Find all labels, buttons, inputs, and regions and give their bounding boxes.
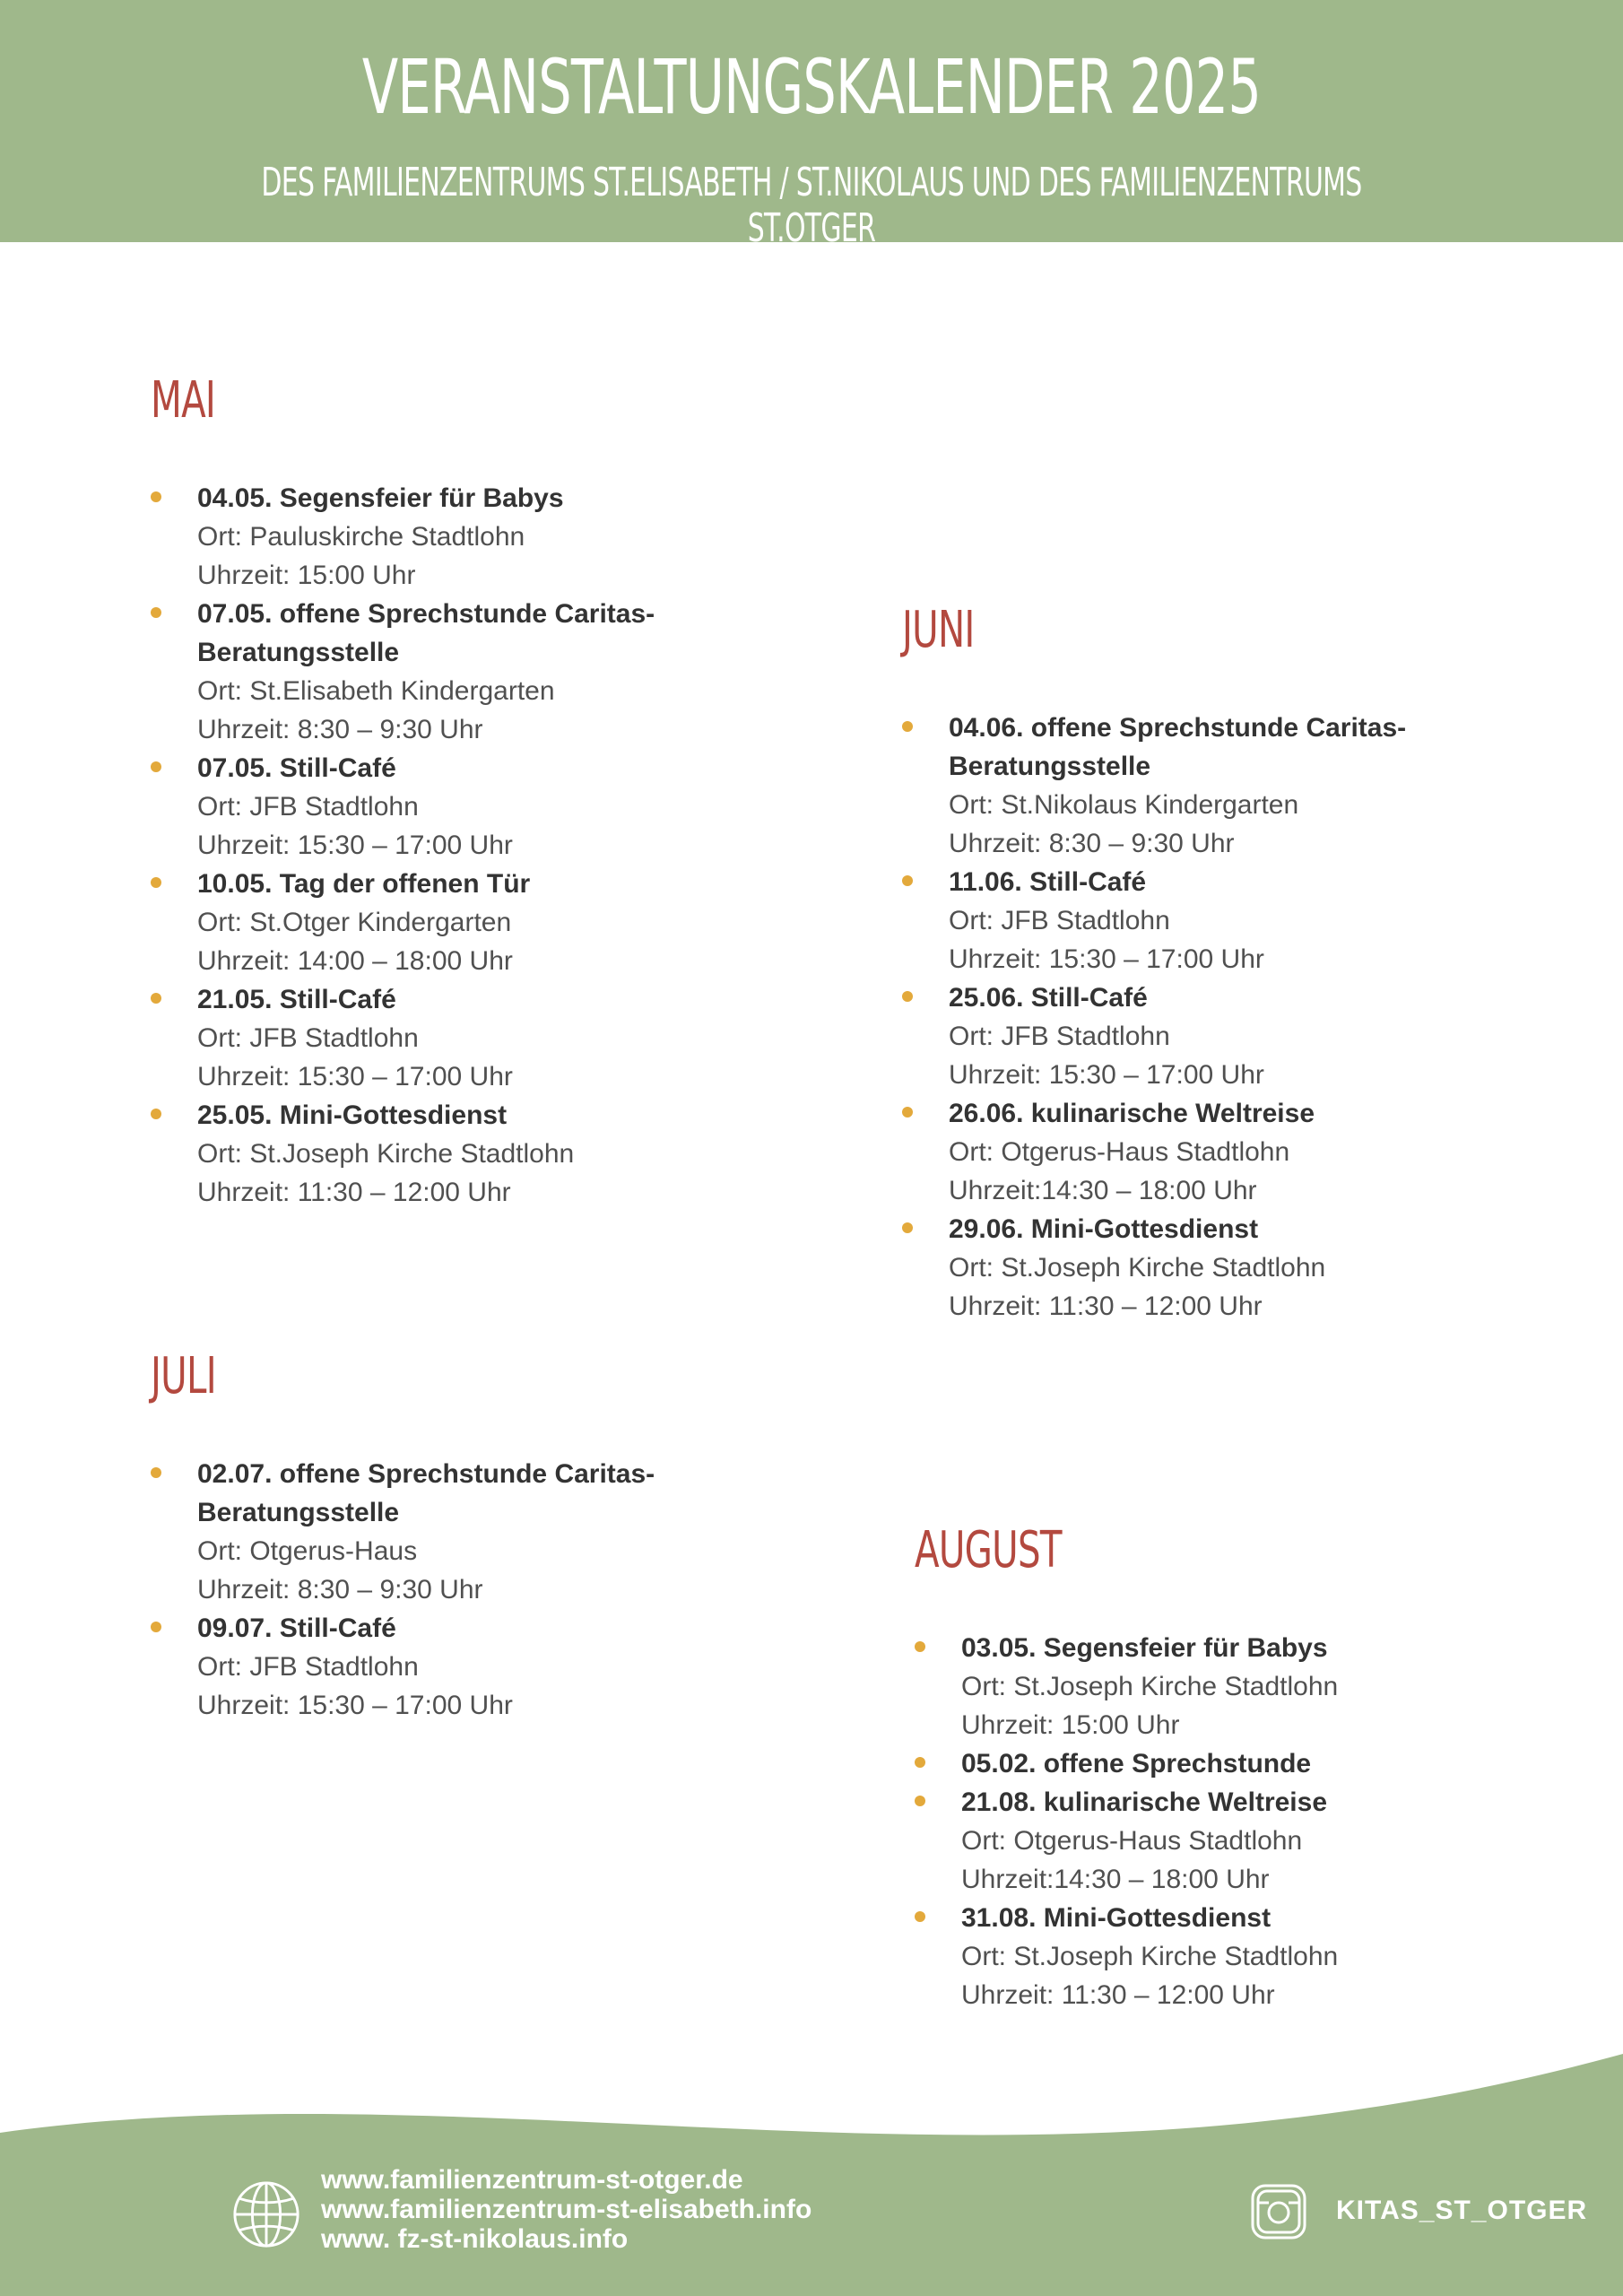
month-title: JULI <box>151 1347 216 1405</box>
event-item <box>902 1094 1548 1210</box>
bullet-icon <box>902 991 913 1002</box>
event-item <box>151 1609 796 1725</box>
event-time: Uhrzeit: 11:30 – 12:00 Uhr <box>961 1980 1275 2010</box>
event-location: Ort: St.Joseph Kirche Stadtlohn <box>961 1672 1339 1701</box>
event-item <box>151 980 796 1096</box>
event-title: 11.06. Still-Café <box>949 867 1147 897</box>
event-location: Ort: St.Elisabeth Kindergarten <box>197 676 555 706</box>
event-item <box>915 1899 1560 2014</box>
event-time: Uhrzeit:14:30 – 18:00 Uhr <box>961 1865 1270 1894</box>
event-item <box>151 865 796 980</box>
month-title: MAI <box>151 371 216 430</box>
event-item <box>151 479 796 595</box>
event-title: 02.07. offene Sprechstunde Caritas- <box>197 1459 655 1489</box>
event-title: Beratungsstelle <box>197 1498 400 1527</box>
event-item <box>151 595 796 749</box>
event-item <box>902 863 1548 978</box>
bullet-icon <box>151 607 161 618</box>
event-title: Beratungsstelle <box>197 638 400 667</box>
event-time: Uhrzeit: 15:00 Uhr <box>197 561 416 590</box>
event-location: Ort: St.Joseph Kirche Stadtlohn <box>197 1139 575 1169</box>
event-title: 07.05. offene Sprechstunde Caritas- <box>197 599 655 629</box>
event-title: 04.05. Segensfeier für Babys <box>197 483 564 513</box>
bullet-icon <box>151 877 161 888</box>
event-item <box>915 1744 1560 1783</box>
page-header <box>0 0 1623 251</box>
footer-link-st-elisabeth[interactable]: www.familienzentrum-st-elisabeth.info <box>321 2195 812 2224</box>
event-item <box>151 1096 796 1212</box>
month-section-mai <box>151 370 796 1212</box>
bullet-icon <box>902 1107 913 1118</box>
month-section-august <box>915 1519 1560 2014</box>
event-location: Ort: JFB Stadtlohn <box>197 1652 419 1682</box>
event-time: Uhrzeit: 15:30 – 17:00 Uhr <box>197 1691 513 1720</box>
event-title: 21.05. Still-Café <box>197 985 396 1014</box>
event-item <box>915 1783 1560 1899</box>
event-item <box>915 1629 1560 1744</box>
event-time: Uhrzeit: 15:30 – 17:00 Uhr <box>197 1062 513 1091</box>
event-item <box>902 1210 1548 1326</box>
event-location: Ort: Otgerus-Haus <box>197 1536 418 1566</box>
event-time: Uhrzeit: 8:30 – 9:30 Uhr <box>949 829 1235 858</box>
bullet-icon <box>915 1641 925 1652</box>
event-time: Uhrzeit: 15:30 – 17:00 Uhr <box>949 1060 1264 1090</box>
event-location: Ort: St.Joseph Kirche Stadtlohn <box>949 1253 1326 1283</box>
event-location: Ort: St.Otger Kindergarten <box>197 908 512 937</box>
event-location: Ort: JFB Stadtlohn <box>197 1023 419 1053</box>
bullet-icon <box>151 1622 161 1632</box>
footer-link-st-otger[interactable]: www.familienzentrum-st-otger.de <box>321 2165 743 2195</box>
bullet-icon <box>151 761 161 772</box>
bullet-icon <box>902 721 913 732</box>
event-title: 21.08. kulinarische Weltreise <box>961 1787 1328 1817</box>
event-title: 04.06. offene Sprechstunde Caritas- <box>949 713 1407 743</box>
event-location: Ort: JFB Stadtlohn <box>197 792 419 822</box>
event-time: Uhrzeit: 11:30 – 12:00 Uhr <box>197 1178 511 1207</box>
event-time: Uhrzeit: 11:30 – 12:00 Uhr <box>949 1292 1263 1321</box>
bullet-icon <box>151 1467 161 1478</box>
instagram-icon[interactable] <box>1250 2183 1307 2240</box>
page-title: VERANSTALTUNGSKALENDER 2025 <box>361 43 1262 131</box>
event-title: Beratungsstelle <box>949 752 1151 781</box>
event-title: 10.05. Tag der offenen Tür <box>197 869 531 899</box>
event-item <box>151 749 796 865</box>
month-title: AUGUST <box>915 1521 1062 1579</box>
event-time: Uhrzeit: 15:30 – 17:00 Uhr <box>197 831 513 860</box>
globe-icon <box>231 2179 301 2249</box>
bullet-icon <box>902 875 913 886</box>
event-title: 29.06. Mini-Gottesdienst <box>949 1214 1259 1244</box>
event-location: Ort: JFB Stadtlohn <box>949 1022 1170 1051</box>
bullet-icon <box>151 993 161 1004</box>
event-location: Ort: St.Nikolaus Kindergarten <box>949 790 1299 820</box>
event-location: Ort: Pauluskirche Stadtlohn <box>197 522 525 552</box>
event-time: Uhrzeit: 8:30 – 9:30 Uhr <box>197 1575 483 1605</box>
bullet-icon <box>151 491 161 502</box>
month-title: JUNI <box>902 601 975 659</box>
event-location: Ort: St.Joseph Kirche Stadtlohn <box>961 1942 1339 1971</box>
event-title: 31.08. Mini-Gottesdienst <box>961 1903 1271 1933</box>
event-location: Ort: JFB Stadtlohn <box>949 906 1170 935</box>
event-item <box>151 1455 796 1609</box>
bullet-icon <box>915 1796 925 1806</box>
event-location: Ort: Otgerus-Haus Stadtlohn <box>961 1826 1303 1856</box>
event-title: 05.02. offene Sprechstunde <box>961 1749 1312 1779</box>
instagram-handle[interactable]: KITAS_ST_OTGER <box>1336 2196 1588 2225</box>
bullet-icon <box>915 1757 925 1768</box>
event-time: Uhrzeit: 14:00 – 18:00 Uhr <box>197 946 513 976</box>
event-location: Ort: Otgerus-Haus Stadtlohn <box>949 1137 1290 1167</box>
event-title: 25.05. Mini-Gottesdienst <box>197 1100 508 1130</box>
page-subtitle: DES FAMILIENZENTRUMS ST.ELISABETH / ST.NIKOLAUS UND DES FAMILIENZENTRUMS ST.OTGER <box>261 160 1362 251</box>
bullet-icon <box>915 1911 925 1922</box>
event-item <box>902 709 1548 863</box>
month-section-juli <box>151 1345 796 1725</box>
event-title: 25.06. Still-Café <box>949 983 1148 1013</box>
month-section-juni <box>902 599 1548 1326</box>
bullet-icon <box>151 1109 161 1119</box>
event-time: Uhrzeit: 15:30 – 17:00 Uhr <box>949 944 1264 974</box>
event-title: 09.07. Still-Café <box>197 1613 396 1643</box>
event-time: Uhrzeit: 8:30 – 9:30 Uhr <box>197 715 483 744</box>
footer-links <box>321 2165 812 2254</box>
event-time: Uhrzeit:14:30 – 18:00 Uhr <box>949 1176 1257 1205</box>
event-title: 03.05. Segensfeier für Babys <box>961 1633 1328 1663</box>
event-title: 26.06. kulinarische Weltreise <box>949 1099 1315 1128</box>
event-item <box>902 978 1548 1094</box>
event-title: 07.05. Still-Café <box>197 753 396 783</box>
event-time: Uhrzeit: 15:00 Uhr <box>961 1710 1180 1740</box>
bullet-icon <box>902 1222 913 1233</box>
footer-link-st-nikolaus[interactable]: www. fz-st-nikolaus.info <box>321 2224 629 2254</box>
